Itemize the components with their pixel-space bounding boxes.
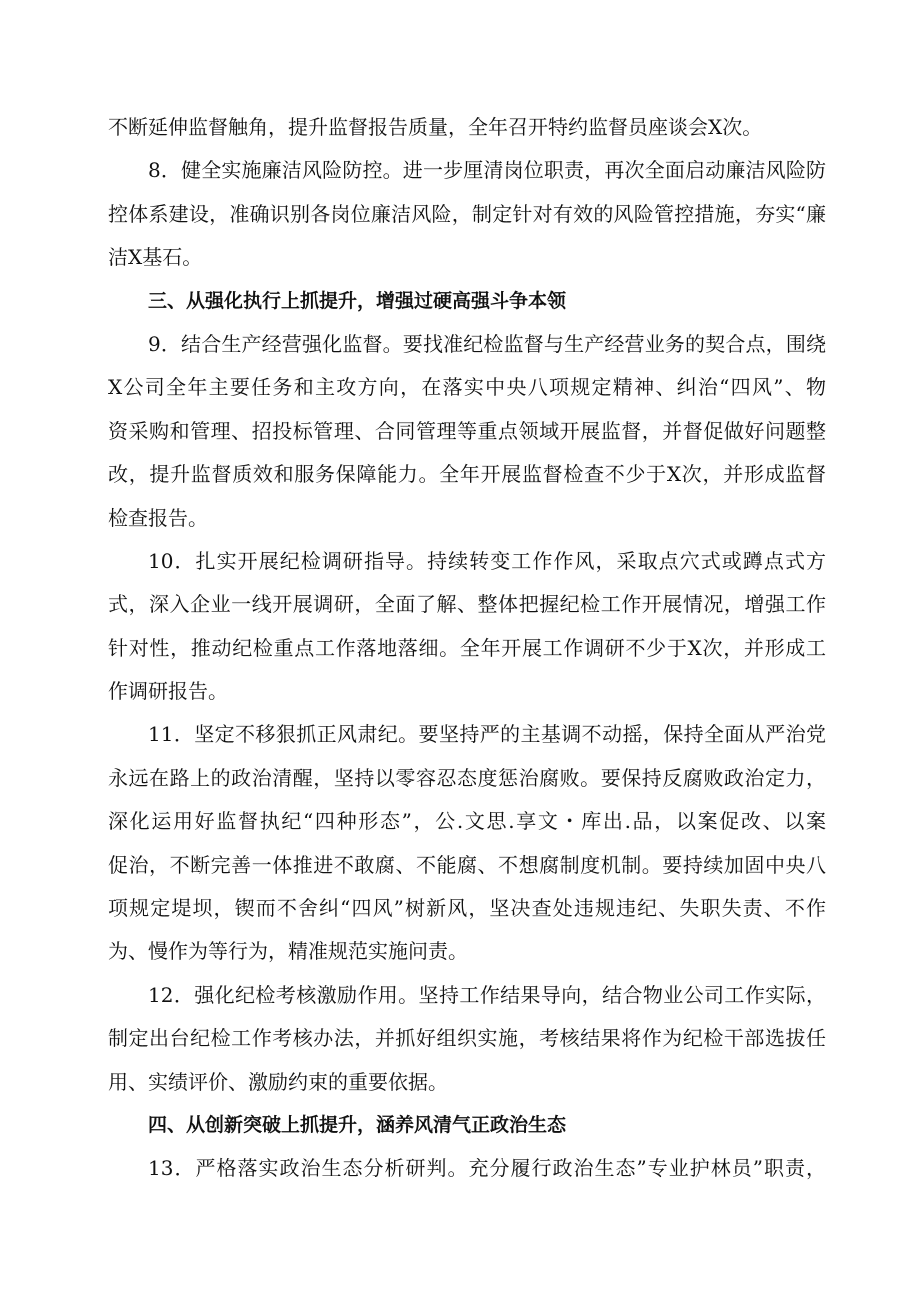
- text-line: 9．结合生产经营强化监督。要找准纪检监督与生产经营业务的契合点，围绕: [148, 331, 826, 356]
- text-line: 洁X基石。: [108, 245, 203, 270]
- text-line: 10．扎实开展纪检调研指导。持续转变工作作风，采取点穴式或蹲点式方: [148, 548, 826, 573]
- text-line: 式，深入企业一线开展调研，全面了解、整体把握纪检工作开展情况，增强工作: [108, 592, 826, 617]
- section-heading: 四、从创新突破上抓提升，涵养风清气正政治生态: [148, 1113, 567, 1136]
- text-line: 项规定堤坝，锲而不舍纠“四风”树新风，坚决查处违规违纪、失职失责、不作: [108, 896, 826, 921]
- text-line: 针对性，推动纪检重点工作落地落细。全年开展工作调研不少于X次，并形成工: [108, 635, 826, 660]
- text-line: 12．强化纪检考核激励作用。坚持工作结果导向，结合物业公司工作实际，: [148, 982, 826, 1007]
- text-line: 为、慢作为等行为，精准规范实施问责。: [108, 939, 468, 964]
- text-line: 检查报告。: [108, 505, 208, 530]
- text-line: 8．健全实施廉洁风险防控。进一步厘清岗位职责，再次全面启动廉洁风险防: [148, 158, 826, 183]
- text-line: 用、实绩评价、激励约束的重要依据。: [108, 1069, 448, 1094]
- text-line: 深化运用好监督执纪“四种形态”，公.文思.享文・库出.品，以案促改、以案: [108, 809, 826, 834]
- section-heading: 三、从强化执行上抓提升，增强过硬高强斗争本领: [148, 289, 567, 312]
- text-line: 永远在路上的政治清醒，坚持以零容忍态度惩治腐败。要保持反腐败政治定力，: [108, 765, 826, 790]
- text-line: 制定出台纪检工作考核办法，并抓好组织实施，考核结果将作为纪检干部选拔任: [108, 1026, 826, 1051]
- document-body: [108, 106, 826, 1191]
- text-line: 促治，不断完善一体推进不敢腐、不能腐、不想腐制度机制。要持续加固中央八: [108, 852, 826, 877]
- text-line: 改，提升监督质效和服务保障能力。全年开展监督检查不少于X次，并形成监督: [108, 462, 826, 487]
- text-line: 控体系建设，准确识别各岗位廉洁风险，制定针对有效的风险管控措施，夯实“廉: [108, 201, 826, 226]
- text-line: 作调研报告。: [108, 679, 228, 704]
- text-line: 资采购和管理、招投标管理、合同管理等重点领域开展监督，并督促做好问题整: [108, 418, 826, 443]
- text-line: 13．严格落实政治生态分析研判。充分履行政治生态”专业护林员”职责，: [148, 1156, 826, 1181]
- text-line: 11．坚定不移狠抓正风肃纪。要坚持严的主基调不动摇，保持全面从严治党: [148, 722, 826, 747]
- text-line: 不断延伸监督触角，提升监督报告质量，全年召开特约监督员座谈会X次。: [108, 115, 763, 139]
- text-line: X公司全年主要任务和主攻方向，在落实中央八项规定精神、纠治“四风”、物: [108, 375, 826, 400]
